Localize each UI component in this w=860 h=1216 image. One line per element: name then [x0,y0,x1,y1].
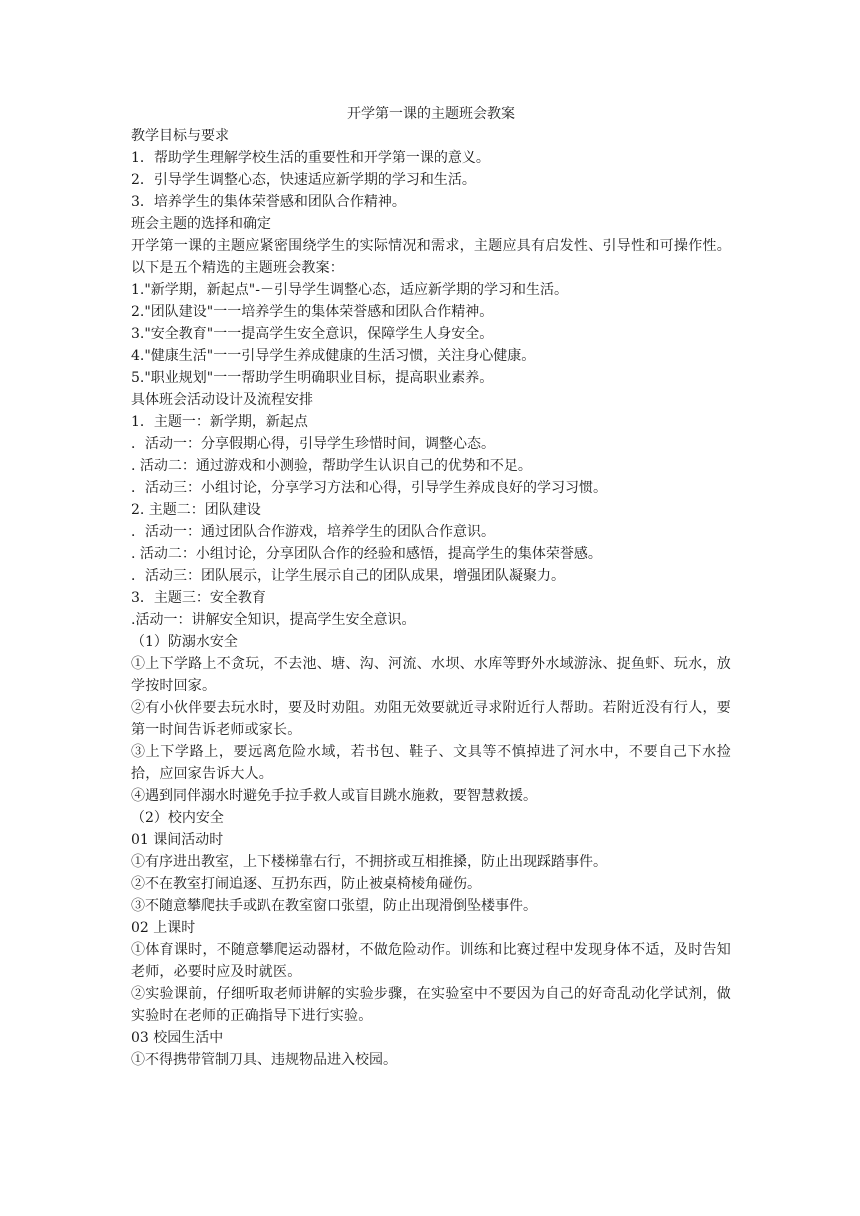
section-heading-activities: 具体班会活动设计及流程安排 [131,392,313,408]
safety-rule: ②有小伙伴要去玩水时，要及时劝阻。劝阻无效要就近寻求附近行人帮助。若附近没有行人，要第一时间告诉老师或家长。 [131,700,731,738]
safety-subheading: （2）校内安全 [131,810,224,826]
goal-item: 3．培养学生的集体荣誉感和团队合作精神。 [131,194,406,210]
theme-paragraph: 开学第一课的主题应紧密围绕学生的实际情况和需求，主题应具有启发性、引导性和可操作性。以下是五个精选的主题班会教案： [131,238,731,276]
subtopic-heading: 3．主题三：安全教育 [131,590,266,606]
safety-rule: ①不得携带管制刀具、违规物品进入校园。 [131,1052,397,1068]
activity-item: ．活动三：团队展示，让学生展示自己的团队成果，增强团队凝聚力。 [131,568,565,584]
safety-rule: ④遇到同伴溺水时避免手拉手救人或盲目跳水施救，要智慧救援。 [131,788,537,804]
scenario-heading: 03 校园生活中 [131,1030,224,1046]
section-heading-theme: 班会主题的选择和确定 [131,216,271,232]
safety-rule: ③不随意攀爬扶手或趴在教室窗口张望，防止出现滑倒坠楼事件。 [131,898,537,914]
safety-subheading: （1）防溺水安全 [131,634,238,650]
safety-rule: ①体育课时，不随意攀爬运动器材，不做危险动作。训练和比赛过程中发现身体不适，及时告知老师，必要时应及时就医。 [131,942,731,980]
document-title: 开学第一课的主题班会教案 [347,106,515,122]
safety-rule: ②不在教室打闹追逐、互扔东西，防止被桌椅棱角碰伤。 [131,876,481,892]
activity-item: ．活动一：分享假期心得，引导学生珍惜时间，调整心态。 [131,436,495,452]
scenario-heading: 01 课间活动时 [131,832,224,848]
scenario-heading: 02 上课时 [131,920,196,936]
theme-item: 3."安全教育"一一提高学生安全意识，保障学生人身安全。 [131,326,494,342]
activity-item: .活动一：讲解安全知识，提高学生安全意识。 [131,612,416,628]
safety-rule: ①有序进出教室，上下楼梯靠右行，不拥挤或互相推搡，防止出现踩踏事件。 [131,854,607,870]
activity-item: ．活动三：小组讨论，分享学习方法和心得，引导学生养成良好的学习习惯。 [131,480,607,496]
activity-item: ．活动一：通过团队合作游戏，培养学生的团队合作意识。 [131,524,495,540]
subtopic-heading: 2. 主题二：团队建设 [131,502,261,518]
safety-rule: ②实验课前，仔细听取老师讲解的实验步骤，在实验室中不要因为自己的好奇乱动化学试剂，做实验时在老师的正确指导下进行实验。 [131,986,731,1024]
theme-item: 1."新学期，新起点"-－引导学生调整心态，适应新学期的学习和生活。 [131,282,568,298]
document-page [131,103,731,1071]
activity-item: . 活动二：通过游戏和小测验，帮助学生认识自己的优势和不足。 [131,458,532,474]
safety-rule: ③上下学路上，要远离危险水域，若书包、鞋子、文具等不慎掉进了河水中，不要自己下水捡拾，应回家告诉大人。 [131,744,731,782]
section-heading-goals: 教学目标与要求 [131,128,229,144]
goal-item: 2．引导学生调整心态，快速适应新学期的学习和生活。 [131,172,476,188]
theme-item: 4."健康生活"一一引导学生养成健康的生活习惯，关注身心健康。 [131,348,536,364]
theme-item: 5."职业规划"一一帮助学生明确职业目标，提高职业素养。 [131,370,494,386]
subtopic-heading: 1．主题一：新学期，新起点 [131,414,308,430]
safety-rule: ①上下学路上不贪玩，不去池、塘、沟、河流、水坝、水库等野外水域游泳、捉鱼虾、玩水，放学按时回家。 [131,656,731,694]
theme-item: 2."团队建设"一一培养学生的集体荣誉感和团队合作精神。 [131,304,494,320]
goal-item: 1．帮助学生理解学校生活的重要性和开学第一课的意义。 [131,150,490,166]
activity-item: . 活动二：小组讨论，分享团队合作的经验和感悟，提高学生的集体荣誉感。 [131,546,602,562]
